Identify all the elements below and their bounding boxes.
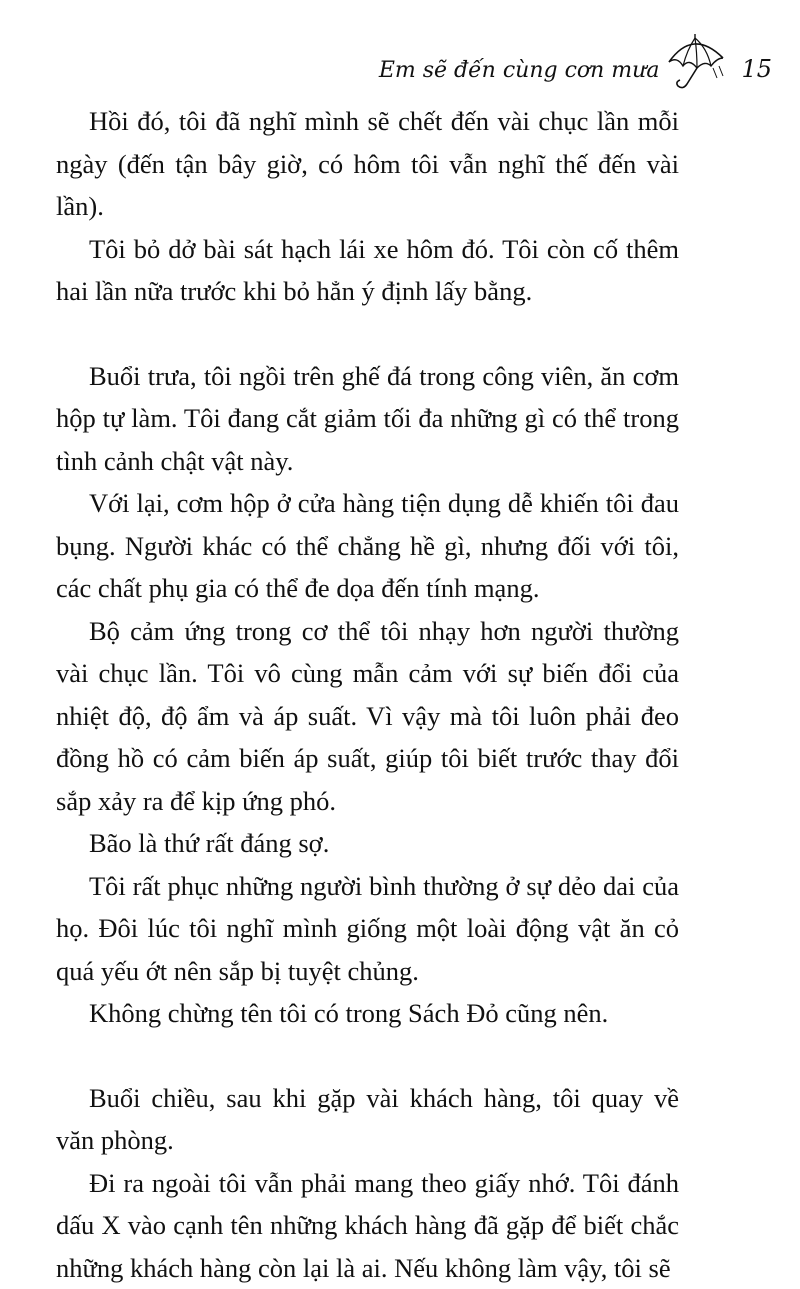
paragraph: Tôi rất phục những người bình thường ở sự dẻo dai của họ. Đôi lúc tôi nghĩ mình giống một loài động vật ăn cỏ quá yếu ớt nên sắp bị tuyệt chủng. (56, 865, 679, 993)
body-text (56, 100, 679, 1289)
section-break (56, 1035, 679, 1077)
paragraph: Bộ cảm ứng trong cơ thể tôi nhạy hơn người thường vài chục lần. Tôi vô cùng mẫn cảm với sự biến đổi của nhiệt độ, độ ẩm và áp suất. Vì vậy mà tôi luôn phải đeo đồng hồ có cảm biến áp suất, giúp tôi biết trước thay đổi sắp xảy ra để kịp ứng phó. (56, 610, 679, 823)
paragraph: Tôi bỏ dở bài sát hạch lái xe hôm đó. Tôi còn cố thêm hai lần nữa trước khi bỏ hẳn ý định lấy bằng. (56, 228, 679, 313)
paragraph: Buổi chiều, sau khi gặp vài khách hàng, tôi quay về văn phòng. (56, 1077, 679, 1162)
paragraph: Hồi đó, tôi đã nghĩ mình sẽ chết đến vài chục lần mỗi ngày (đến tận bây giờ, có hôm tôi vẫn nghĩ thế đến vài lần). (56, 100, 679, 228)
page-number: 15 (741, 55, 772, 83)
umbrella-icon (665, 32, 727, 92)
paragraph: Với lại, cơm hộp ở cửa hàng tiện dụng dễ khiến tôi đau bụng. Người khác có thể chẳng hề gì, nhưng đối với tôi, các chất phụ gia có thể đe dọa đến tính mạng. (56, 482, 679, 610)
running-title: Em sẽ đến cùng cơn mưa (379, 58, 660, 83)
paragraph: Bão là thứ rất đáng sợ. (56, 822, 679, 865)
paragraph: Buổi trưa, tôi ngồi trên ghế đá trong công viên, ăn cơm hộp tự làm. Tôi đang cắt giảm tối đa những gì có thể trong tình cảnh chật vật này. (56, 355, 679, 483)
paragraph: Đi ra ngoài tôi vẫn phải mang theo giấy nhớ. Tôi đánh dấu X vào cạnh tên những khách hàng đã gặp để biết chắc những khách hàng còn lại là ai. Nếu không làm vậy, tôi sẽ (56, 1162, 679, 1289)
page-header (379, 30, 772, 94)
paragraph: Không chừng tên tôi có trong Sách Đỏ cũng nên. (56, 992, 679, 1035)
section-break (56, 313, 679, 355)
